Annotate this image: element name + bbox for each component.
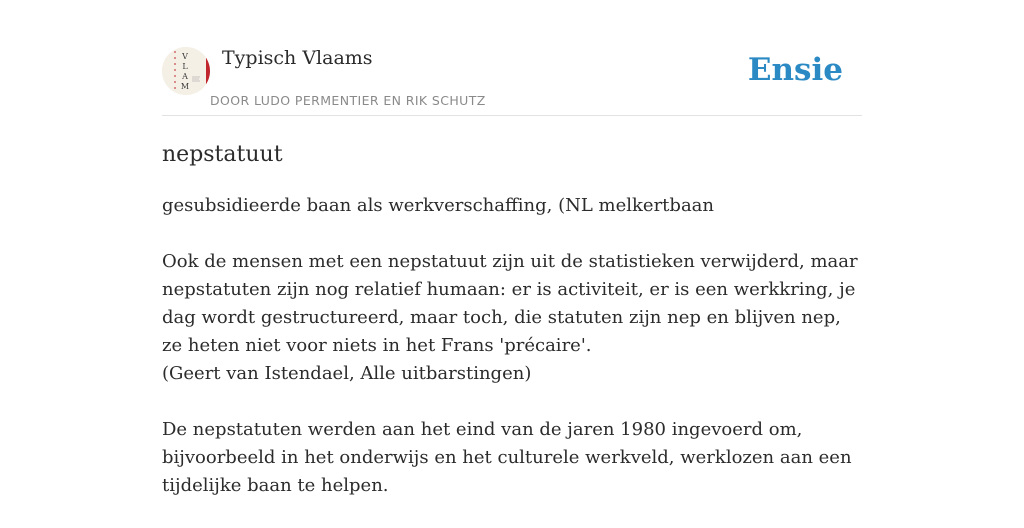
entry-term: nepstatuut (162, 142, 283, 167)
book-authors: DOOR LUDO PERMENTIER EN RIK SCHUTZ (210, 93, 486, 108)
entry-note: De nepstatuten werden aan het eind van de jaren 1980 ingevoerd om, bijvoorbeeld in het onderwijs en het culturele werkveld, werklozen aan een tijdelijke baan te helpen. (162, 419, 852, 496)
svg-text:M: M (180, 82, 190, 91)
page-container (162, 0, 862, 496)
book-title[interactable]: Typisch Vlaams (222, 47, 373, 69)
svg-text:L: L (182, 62, 188, 71)
brand-logo-link[interactable]: Ensie (747, 52, 843, 88)
entry-content (162, 192, 862, 528)
entry-quote: Ook de mensen met een nepstatuut zijn uit de statistieken verwijderd, maar nepstatuten zijn nog relatief humaan: er is activiteit, er is een werkkring, je dag wordt gestructureerd, maar toch, die statuten zijn nep en blijven nep, ze heten niet voor niets in het Frans 'précaire'. (162, 251, 858, 356)
book-cover-icon[interactable] (162, 47, 210, 95)
entry-definition: gesubsidieerde baan als werkverschaffing, (NL melkertbaan (162, 195, 714, 216)
entry-quote-block (162, 248, 862, 388)
svg-text:V: V (182, 52, 188, 61)
header (162, 0, 862, 116)
entry-source: (Geert van Istendael, Alle uitbarstingen) (162, 363, 532, 384)
svg-text:A: A (182, 72, 188, 81)
